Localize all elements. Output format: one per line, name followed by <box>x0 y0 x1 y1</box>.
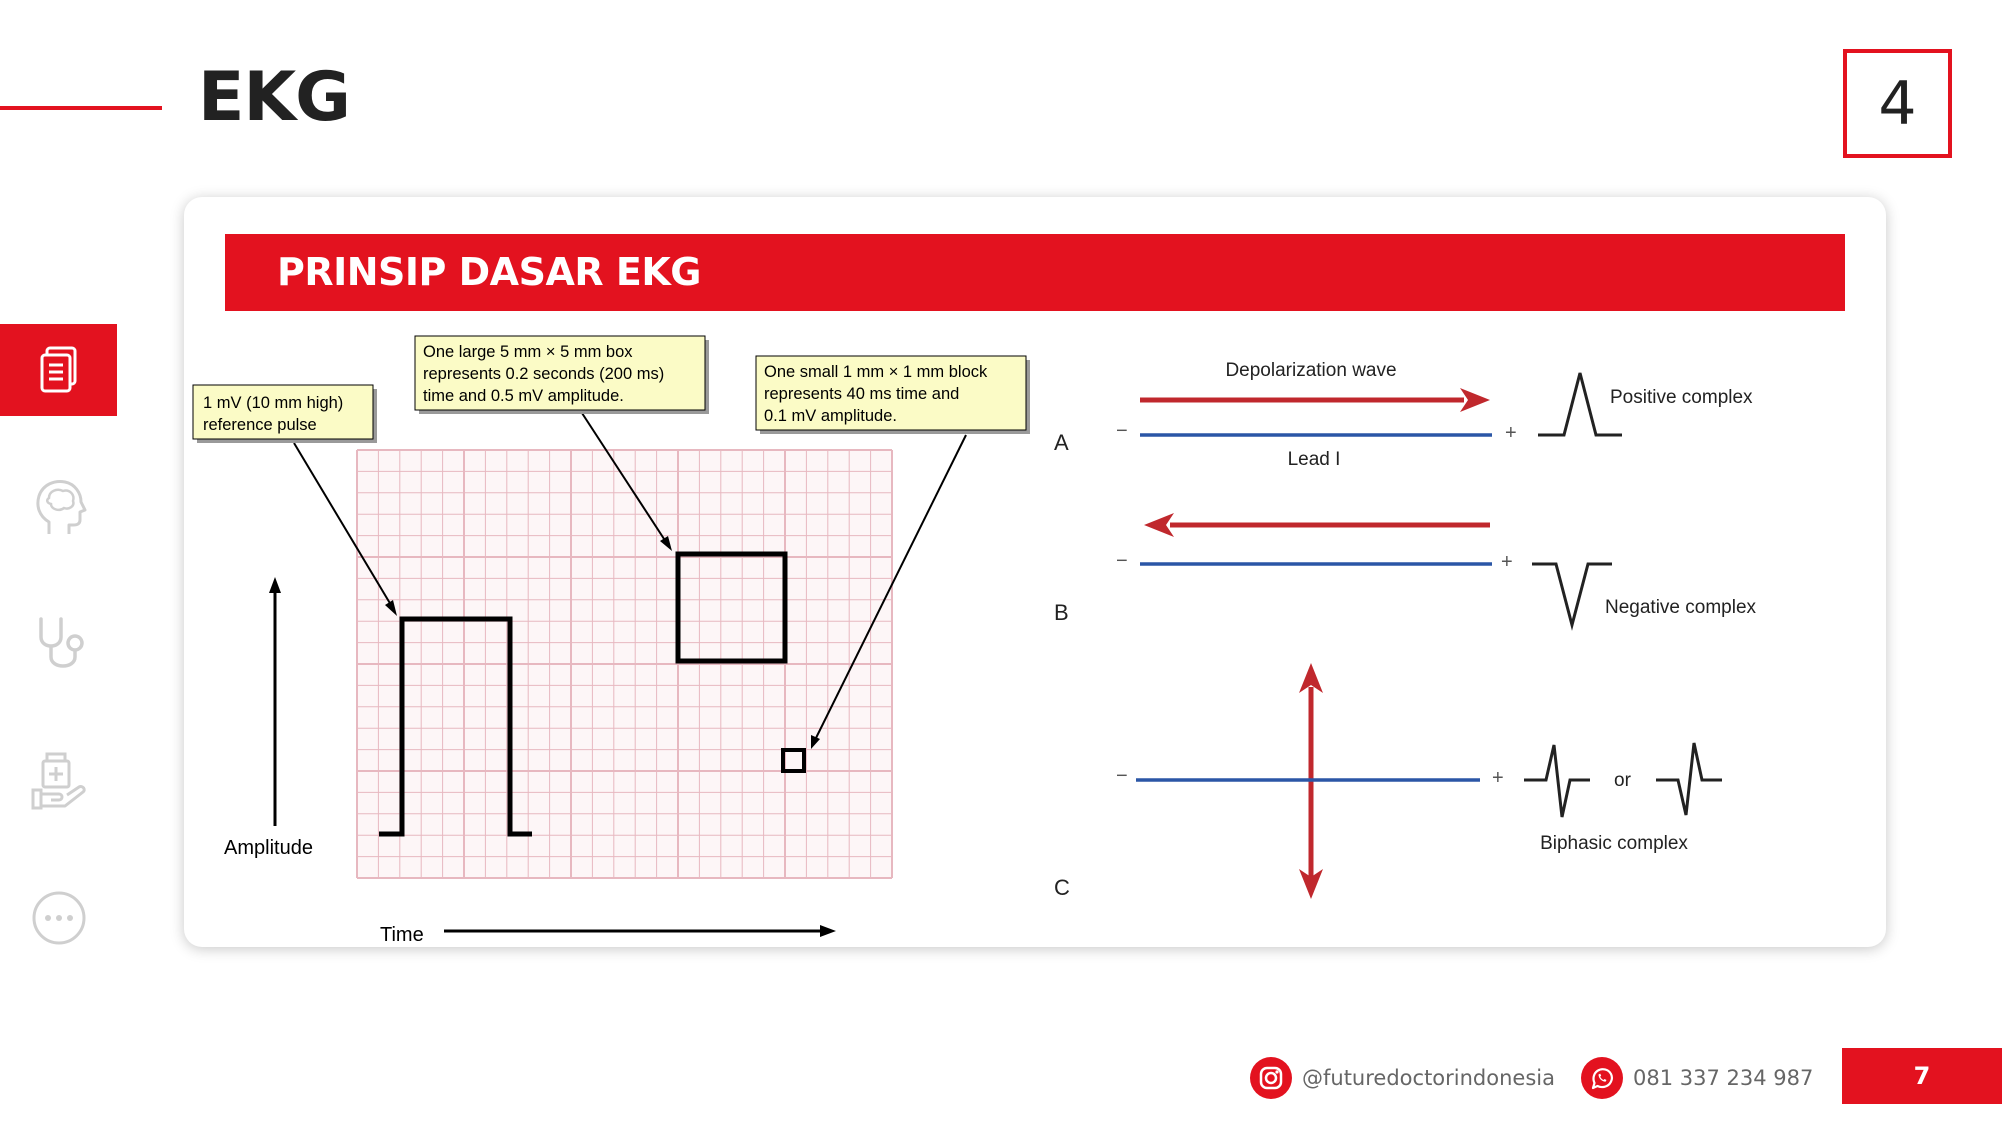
callout-large-box-line-3: time and 0.5 mV amplitude. <box>423 387 624 405</box>
phone-number: 081 337 234 987 <box>1632 1066 1814 1090</box>
sidebar-item-stethoscope[interactable] <box>0 598 117 690</box>
ekg-diagram <box>184 197 1886 947</box>
ecg-paper-grid <box>357 450 892 878</box>
amplitude-arrowhead <box>269 577 281 593</box>
callout-small-box-line-1: One small 1 mm × 1 mm block <box>764 363 988 381</box>
biphasic-complex-waveform-2 <box>1656 743 1722 815</box>
callout-reference-line-2: reference pulse <box>203 416 317 434</box>
callout-large-box <box>415 336 709 414</box>
footer <box>1250 1048 1839 1108</box>
negative-complex-waveform <box>1532 564 1612 625</box>
footer-whatsapp[interactable] <box>1581 1057 1813 1099</box>
callout-reference-line-1: 1 mV (10 mm high) <box>203 394 344 412</box>
time-label: Time <box>380 924 424 946</box>
sidebar-item-head[interactable] <box>0 461 117 553</box>
row-a-minus: − <box>1116 420 1128 442</box>
row-a-plus: + <box>1505 422 1517 444</box>
callout-small-box-line-3: 0.1 mV amplitude. <box>764 407 897 425</box>
medicine-hand-icon <box>29 750 89 812</box>
time-arrowhead <box>820 925 836 937</box>
row-b-plus: + <box>1501 551 1513 573</box>
depolarization-arrow-right-head <box>1460 388 1490 412</box>
more-icon <box>30 889 88 947</box>
lead-i-label: Lead I <box>1287 449 1341 470</box>
sidebar <box>0 324 117 1009</box>
page-number: 7 <box>1842 1048 2002 1104</box>
biphasic-complex-label: Biphasic complex <box>1540 833 1688 854</box>
amplitude-label: Amplitude <box>224 837 313 859</box>
row-c-letter: C <box>1054 875 1070 900</box>
whatsapp-icon <box>1581 1057 1623 1099</box>
sidebar-item-document[interactable] <box>0 324 117 416</box>
page-title: EKG <box>198 58 350 137</box>
document-icon <box>37 345 81 395</box>
negative-complex-label: Negative complex <box>1605 597 1757 618</box>
callout-reference-pulse <box>193 385 377 443</box>
header-accent-line <box>0 106 162 110</box>
sidebar-item-medicine[interactable] <box>0 735 117 827</box>
row-b-minus: − <box>1116 550 1128 572</box>
row-c-plus: + <box>1492 767 1504 789</box>
row-a-letter: A <box>1054 430 1069 455</box>
callout-small-box <box>756 356 1030 434</box>
footer-instagram[interactable] <box>1250 1057 1555 1099</box>
row-b-letter: B <box>1054 600 1069 625</box>
instagram-icon <box>1250 1057 1292 1099</box>
row-c-minus: − <box>1116 765 1128 787</box>
sidebar-item-more[interactable] <box>0 872 117 964</box>
content-card <box>184 197 1886 947</box>
biphasic-complex-waveform-1 <box>1524 745 1590 817</box>
callout-large-box-line-2: represents 0.2 seconds (200 ms) <box>423 365 665 383</box>
stethoscope-icon <box>31 613 87 675</box>
instagram-handle: @futuredoctorindonesia <box>1302 1066 1555 1090</box>
callout-large-box-line-1: One large 5 mm × 5 mm box <box>423 343 633 361</box>
callout-small-box-line-2: represents 40 ms time and <box>764 385 960 403</box>
section-number-badge: 4 <box>1843 49 1952 158</box>
or-label: or <box>1614 770 1631 791</box>
head-profile-icon <box>31 476 87 538</box>
banner-title: PRINSIP DASAR EKG <box>277 250 701 294</box>
depolarization-arrow-left-head <box>1144 513 1174 537</box>
depolarization-wave-label: Depolarization wave <box>1225 360 1397 381</box>
positive-complex-label: Positive complex <box>1610 387 1753 408</box>
